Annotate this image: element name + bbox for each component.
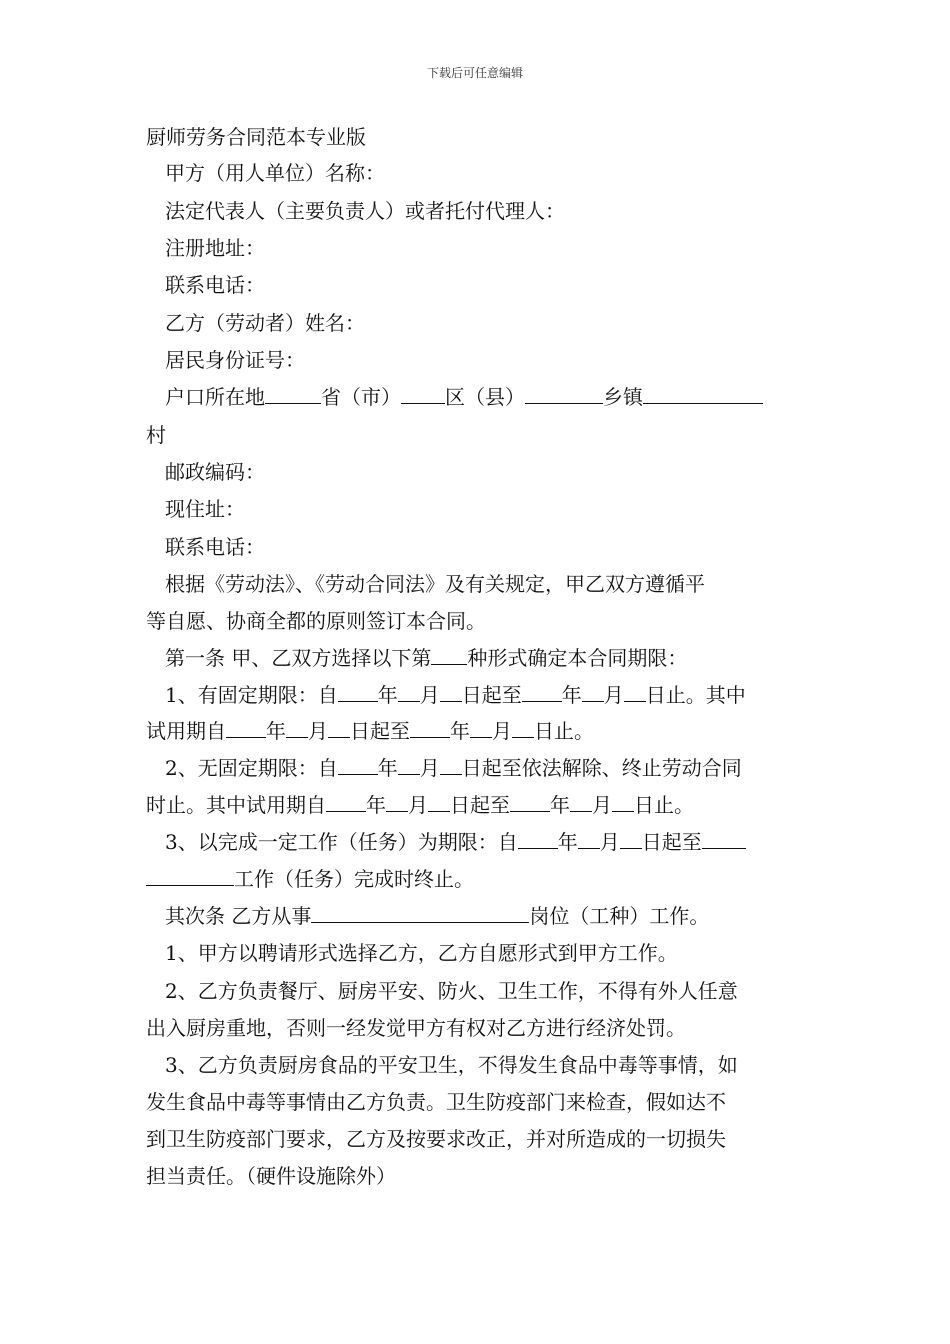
a1i2-c: 月 — [419, 756, 440, 780]
a1i1-l2d: 日起至 — [350, 719, 410, 743]
article-2-item-2-line-1: 2、乙方负责餐厅、厨房平安、防火、卫生工作，不得有外人任意 — [165, 979, 738, 1003]
hukou-district: 区（县） — [445, 385, 525, 409]
a1i1-b: 年 — [377, 683, 398, 707]
article-2-intro — [165, 903, 709, 929]
party-b-phone-label: 联系电话： — [165, 535, 265, 559]
blank — [522, 683, 562, 702]
party-a-address-label: 注册地址： — [165, 236, 265, 260]
article-2-intro-a: 其次条 乙方从事 — [165, 904, 312, 928]
party-a-phone-label: 联系电话： — [165, 273, 265, 297]
blank — [146, 867, 234, 886]
a1i1-l2c: 月 — [308, 719, 328, 743]
a1i2-l2f: 月 — [592, 793, 612, 817]
blank — [578, 830, 600, 849]
article-1-item-3-line-1 — [165, 829, 746, 855]
position-blank — [311, 904, 529, 923]
current-address-label: 现住址： — [165, 497, 245, 521]
a1i1-f: 月 — [603, 683, 624, 707]
hukou-province: 省（市） — [321, 385, 401, 409]
blank — [470, 719, 492, 738]
postcode-label: 邮政编码： — [165, 460, 265, 484]
a1i2-l2g: 日止。 — [634, 793, 694, 817]
article-1-item-1-line-1 — [165, 682, 746, 708]
party-a-rep-label: 法定代表人（主要负责人）或者托付代理人： — [165, 199, 565, 223]
article-1-intro-a: 第一条 甲、乙双方选择以下第 — [165, 646, 432, 670]
blank — [410, 719, 450, 738]
article-1-item-3-line-2 — [146, 866, 474, 892]
a1i1-d: 日起至 — [461, 683, 522, 707]
blank — [440, 683, 462, 702]
district-blank — [401, 385, 445, 404]
village-blank — [643, 385, 763, 404]
town-blank — [525, 385, 603, 404]
blank — [570, 793, 592, 812]
a1i2-l2b: 年 — [366, 793, 386, 817]
blank — [338, 683, 378, 702]
a1i1-a: 1、有固定期限：自 — [165, 683, 338, 707]
a1i1-l2g: 日止。 — [534, 719, 594, 743]
blank — [386, 793, 408, 812]
blank — [518, 830, 558, 849]
article-1-item-2-line-1 — [165, 755, 742, 781]
a1i1-c: 月 — [419, 683, 440, 707]
blank — [328, 719, 350, 738]
blank — [582, 683, 604, 702]
article-2-item-1: 1、甲方以聘请形式选择乙方，乙方自愿形式到甲方工作。 — [165, 941, 678, 965]
blank — [620, 830, 642, 849]
a1i3-b: 年 — [557, 830, 578, 854]
article-2-item-2-line-2: 出入厨房重地，否则一经发觉甲方有权对乙方进行经济处罚。 — [146, 1016, 686, 1040]
a1i1-l2e: 年 — [450, 719, 470, 743]
a1i1-l2b: 年 — [266, 719, 286, 743]
a1i2-l2a: 时止。其中试用期自 — [146, 793, 326, 817]
a1i3-a: 3、以完成一定工作（任务）为期限：自 — [165, 830, 518, 854]
blank — [512, 719, 534, 738]
blank — [338, 756, 378, 775]
article-1-intro-b: 种形式确定本合同期限： — [467, 646, 688, 670]
blank — [624, 683, 646, 702]
article-2-item-3-line-3: 到卫生防疫部门要求，乙方及按要求改正，并对所造成的一切损失 — [146, 1127, 726, 1151]
hukou-town: 乡镇 — [603, 385, 643, 409]
article-1-intro — [165, 645, 687, 671]
preamble-line-2: 等自愿、协商全都的原则签订本合同。 — [146, 609, 486, 633]
blank — [612, 793, 634, 812]
party-b-id-label: 居民身份证号： — [165, 348, 305, 372]
party-b-name-label: 乙方（劳动者）姓名： — [165, 311, 365, 335]
blank — [226, 719, 266, 738]
a1i2-l2d: 日起至 — [450, 793, 510, 817]
a1i1-g: 日止。其中 — [645, 683, 746, 707]
article-2-item-3-line-1: 3、乙方负责厨房食品的平安卫生，不得发生食品中毒等事情，如 — [165, 1053, 738, 1077]
a1i3-d: 日起至 — [641, 830, 702, 854]
a1i2-a: 2、无固定期限：自 — [165, 756, 338, 780]
blank — [510, 793, 550, 812]
a1i2-b: 年 — [377, 756, 398, 780]
article-2-item-3-line-4: 担当责任。（硬件设施除外） — [146, 1164, 396, 1188]
a1i3-l2: 工作（任务）完成时终止。 — [234, 867, 474, 891]
a1i2-l2c: 月 — [408, 793, 428, 817]
blank — [702, 830, 746, 849]
page-header: 下载后可任意编辑 — [426, 66, 523, 80]
preamble-line-1: 根据《劳动法》、《劳动合同法》及有关规定，甲乙双方遵循平 — [165, 572, 705, 596]
hukou-village: 村 — [146, 423, 166, 447]
article-2-item-3-line-2: 发生食品中毒等事情由乙方负责。卫生防疫部门来检查，假如达不 — [146, 1090, 726, 1114]
article-1-item-1-line-2 — [146, 718, 594, 744]
a1i3-c: 月 — [599, 830, 620, 854]
document-title: 厨师劳务合同范本专业版 — [146, 125, 366, 149]
a1i1-e: 年 — [561, 683, 582, 707]
party-a-name-label: 甲方（用人单位）名称： — [165, 161, 385, 185]
blank — [440, 756, 462, 775]
blank — [286, 719, 308, 738]
hukou-prefix: 户口所在地 — [165, 385, 265, 409]
blank — [398, 756, 420, 775]
a1i1-l2a: 试用期自 — [146, 719, 226, 743]
a1i1-l2f: 月 — [492, 719, 512, 743]
blank — [326, 793, 366, 812]
article-2-intro-b: 岗位（工种）工作。 — [529, 904, 710, 928]
article-1-item-2-line-2 — [146, 792, 694, 818]
hukou-line — [165, 384, 763, 410]
a1i2-d: 日起至依法解除、终止劳动合同 — [461, 756, 742, 780]
a1i2-l2e: 年 — [550, 793, 570, 817]
form-choice-blank — [431, 646, 467, 665]
blank — [398, 683, 420, 702]
province-blank — [265, 385, 321, 404]
blank — [428, 793, 450, 812]
